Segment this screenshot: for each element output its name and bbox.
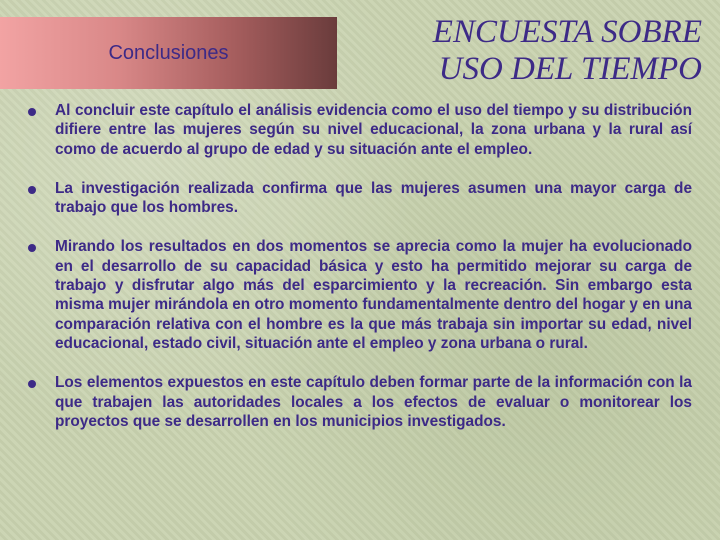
bullet-text: Los elementos expuestos en este capítulo deben formar parte de la información con la que trabajen las autoridades locales a los efectos de evaluar o monitorear los proyectos que se desarrollen en los municipios investigados. xyxy=(55,374,692,430)
bullet-dot-icon xyxy=(28,380,36,388)
bullet-list xyxy=(28,101,692,451)
slide-title-line-1: ENCUESTA SOBRE xyxy=(432,14,702,50)
bullet-dot-icon xyxy=(28,108,36,116)
slide-title-line-2: USO DEL TIEMPO xyxy=(438,51,702,87)
bullet-item xyxy=(28,373,692,431)
bullet-item xyxy=(28,101,692,159)
bullet-text: Al concluir este capítulo el análisis evidencia como el uso del tiempo y su distribución difiere entre las mujeres según su nivel educacional, la zona urbana y la rural así como de acuerdo al grupo de edad y su situación ante el empleo. xyxy=(55,102,692,158)
section-label-box xyxy=(0,17,337,89)
bullet-item xyxy=(28,237,692,353)
bullet-dot-icon xyxy=(28,244,36,252)
bullet-dot-icon xyxy=(28,186,36,194)
bullet-text: Mirando los resultados en dos momentos se aprecia como la mujer ha evolucionado en el desarrollo de su capacidad básica y esto ha permitido mejorar su carga de trabajo y disfrutar algo más del esparcimiento y la recreación. Sin embargo esta misma mujer mirándola en otro momento fundamentalmente dentro del hogar y en una comparación relativa con el hombre es la que más trabaja sin importar su edad, nivel educacional, estado civil, situación ante el empleo y zona urbana o rural. xyxy=(55,238,692,352)
bullet-item xyxy=(28,179,692,218)
slide-title xyxy=(372,14,702,88)
section-label: Conclusiones xyxy=(108,41,229,64)
bullet-text: La investigación realizada confirma que las mujeres asumen una mayor carga de trabajo que los hombres. xyxy=(55,179,692,217)
